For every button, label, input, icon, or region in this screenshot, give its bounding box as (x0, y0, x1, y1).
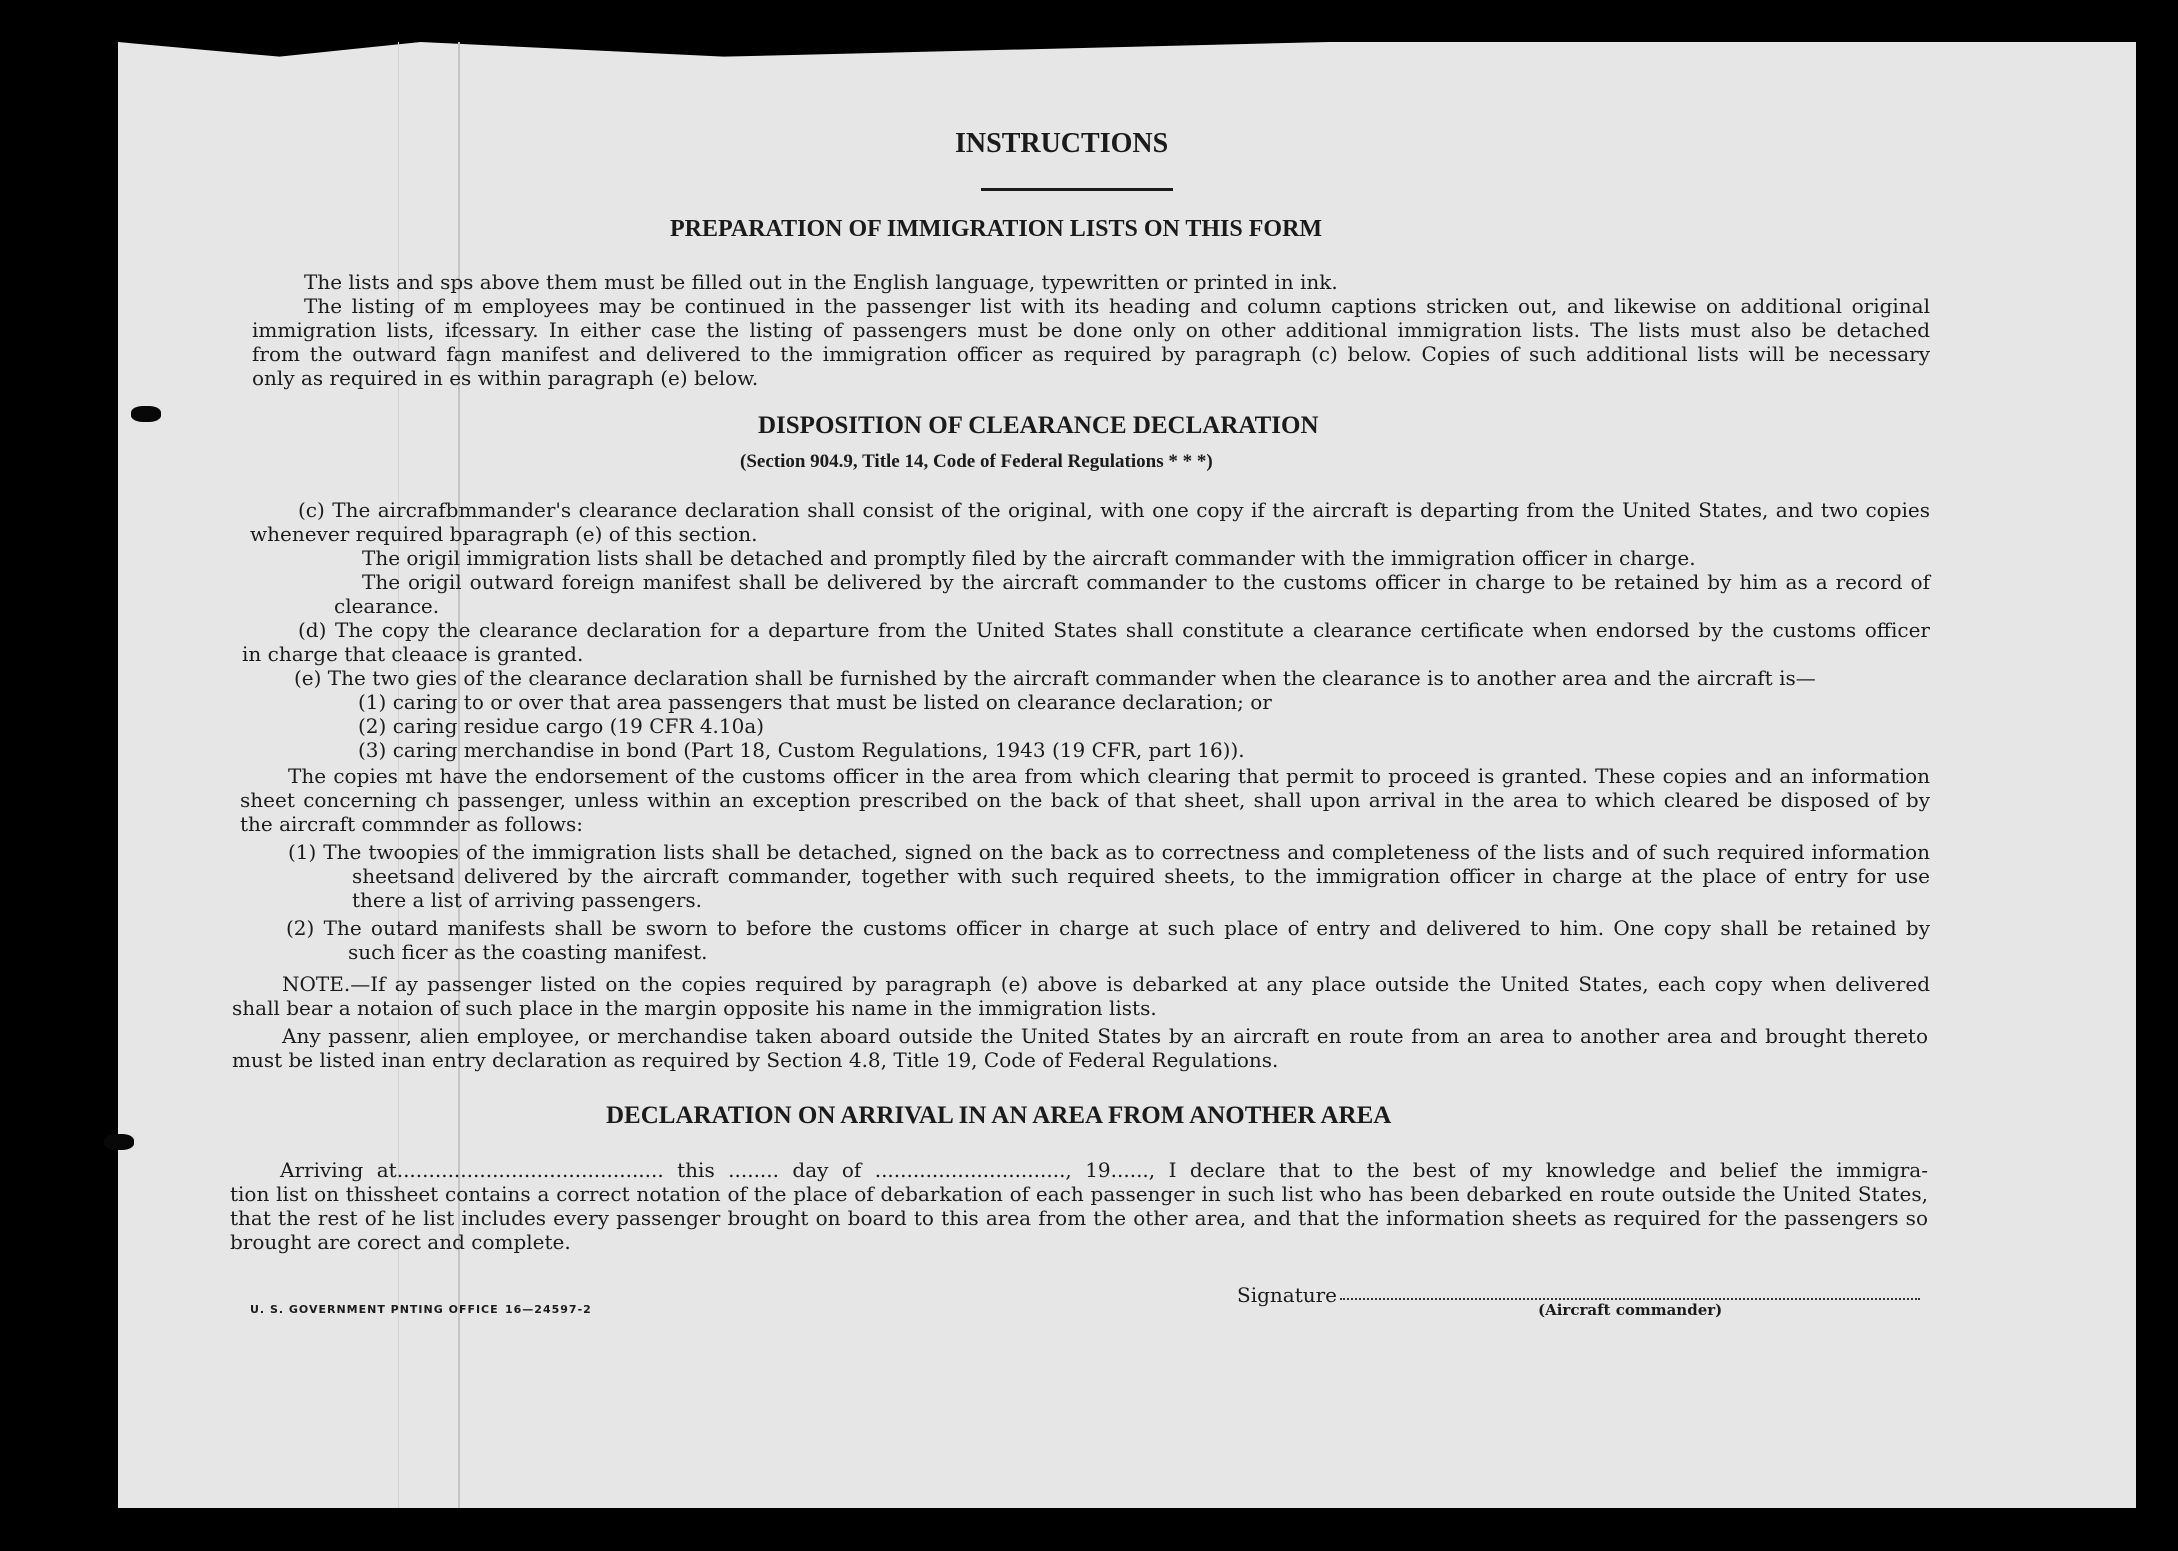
printer-imprint: U. S. GOVERNMENT PNTING OFFICE (250, 1303, 499, 1316)
list-item: (3) caring merchandise in bond (Part 18, Custom Regulations, 1943 (19 CFR, part 16)). (358, 738, 1245, 762)
punch-hole (104, 1134, 134, 1150)
text-line: shall bear a notaion of such place in the margin opposite his name in the immigration lists. (232, 996, 1157, 1020)
title-rule (981, 188, 1173, 191)
signature-line (1340, 1298, 1920, 1300)
text-line: in charge that cleaace is granted. (242, 642, 584, 666)
section-subheading: (Section 904.9, Title 14, Code of Federal Regulations * * *) (740, 451, 1213, 472)
list-item: (2) caring residue cargo (19 CFR 4.10a) (358, 714, 765, 738)
text-line: such ficer as the coasting manifest. (348, 940, 708, 964)
form-number: 16—24597-2 (505, 1303, 592, 1316)
text-line: sheet concerning ch passenger, unless within an exception prescribed on the back of that sheet, shall upon arrival in the area to which cleared be disposed of by (240, 788, 1930, 812)
text-line: whenever required bparagraph (e) of this section. (250, 522, 758, 546)
text-line: The origil outward foreign manifest shall be delivered by the aircraft commander to the customs officer in charge to be retained by him as a record of (362, 570, 1930, 594)
list-item: (1) caring to or over that area passengers that must be listed on clearance declaration; or (358, 690, 1272, 714)
document-title: INSTRUCTIONS (955, 128, 1169, 159)
declaration-line: that the rest of he list includes every passenger brought on board to this area from the other area, and that the information sheets as required for the passengers so (230, 1206, 1928, 1230)
paragraph-c: (c) The aircrafbmmander's clearance declaration shall consist of the original, with one copy if the aircraft is departing from the United States, and two copies (298, 498, 1930, 522)
signature-caption: (Aircraft commander) (1538, 1301, 1723, 1319)
text-line: from the outward fagn manifest and delivered to the immigration officer as required by paragraph (c) below. Copies of such additional lists will be necessary (252, 342, 1930, 366)
text-line: Any passenr, alien employee, or merchandise taken aboard outside the United States by an aircraft en route from an area to another area and brought thereto (282, 1024, 1928, 1048)
text-line: immigration lists, ifcessary. In either case the listing of passengers must be done only on other additional immigration lists. The lists must also be detached (252, 318, 1930, 342)
section-heading-declaration: DECLARATION ON ARRIVAL IN AN AREA FROM ANOTHER AREA (606, 1102, 1392, 1129)
declaration-line: tion list on thissheet contains a correct notation of the place of debarkation of each passenger in such list who has been debarked en route outside the United States, (230, 1182, 1928, 1206)
text-line: The lists and sps above them must be filled out in the English language, typewritten or printed in ink. (304, 270, 1338, 294)
list-item: (1) The twoopies of the immigration lists shall be detached, signed on the back as to correctness and completeness of the lists and of such required information (288, 840, 1930, 864)
note-paragraph: NOTE.—If ay passenger listed on the copies required by paragraph (e) above is debarked at any place outside the United States, each copy when delivered (282, 972, 1930, 996)
text-line: clearance. (334, 594, 440, 618)
text-line: The copies mt have the endorsement of the customs officer in the area from which clearing that permit to proceed is granted. These copies and an information (288, 764, 1930, 788)
text-line: The origil immigration lists shall be detached and promptly filed by the aircraft commander with the immigration officer in charge. (362, 546, 1696, 570)
text-line: must be listed inan entry declaration as required by Section 4.8, Title 19, Code of Federal Regulations. (232, 1048, 1279, 1072)
paragraph-e: (e) The two gies of the clearance declaration shall be furnished by the aircraft commander when the clearance is to another area and the aircraft is— (294, 666, 1816, 690)
text-line: only as required in es within paragraph (e) below. (252, 366, 759, 390)
section-heading-preparation: PREPARATION OF IMMIGRATION LISTS ON THIS FORM (670, 216, 1323, 242)
paragraph-d: (d) The copy the clearance declaration for a departure from the United States shall constitute a clearance certificate when endorsed by the customs officer (298, 618, 1930, 642)
list-item: (2) The outard manifests shall be sworn to before the customs officer in charge at such place of entry and delivered to him. One copy shall be retained by (286, 916, 1930, 940)
signature-label: Signature (1237, 1283, 1338, 1307)
text-line: there a list of arriving passengers. (352, 888, 703, 912)
text-line: the aircraft commnder as follows: (240, 812, 584, 836)
declaration-line: brought are corect and complete. (230, 1230, 571, 1254)
punch-hole (131, 406, 161, 422)
text-line: The listing of m employees may be continued in the passenger list with its heading and column captions stricken out, and likewise on additional original (304, 294, 1930, 318)
text-line: sheetsand delivered by the aircraft commander, together with such required sheets, to the immigration officer in charge at the place of entry for use (352, 864, 1930, 888)
declaration-line: Arriving at.......................................... this ........ day of .............................., 19......, I declare that to the best of my knowledge and belief the immigra- (280, 1158, 1928, 1182)
section-heading-disposition: DISPOSITION OF CLEARANCE DECLARATION (758, 412, 1319, 439)
